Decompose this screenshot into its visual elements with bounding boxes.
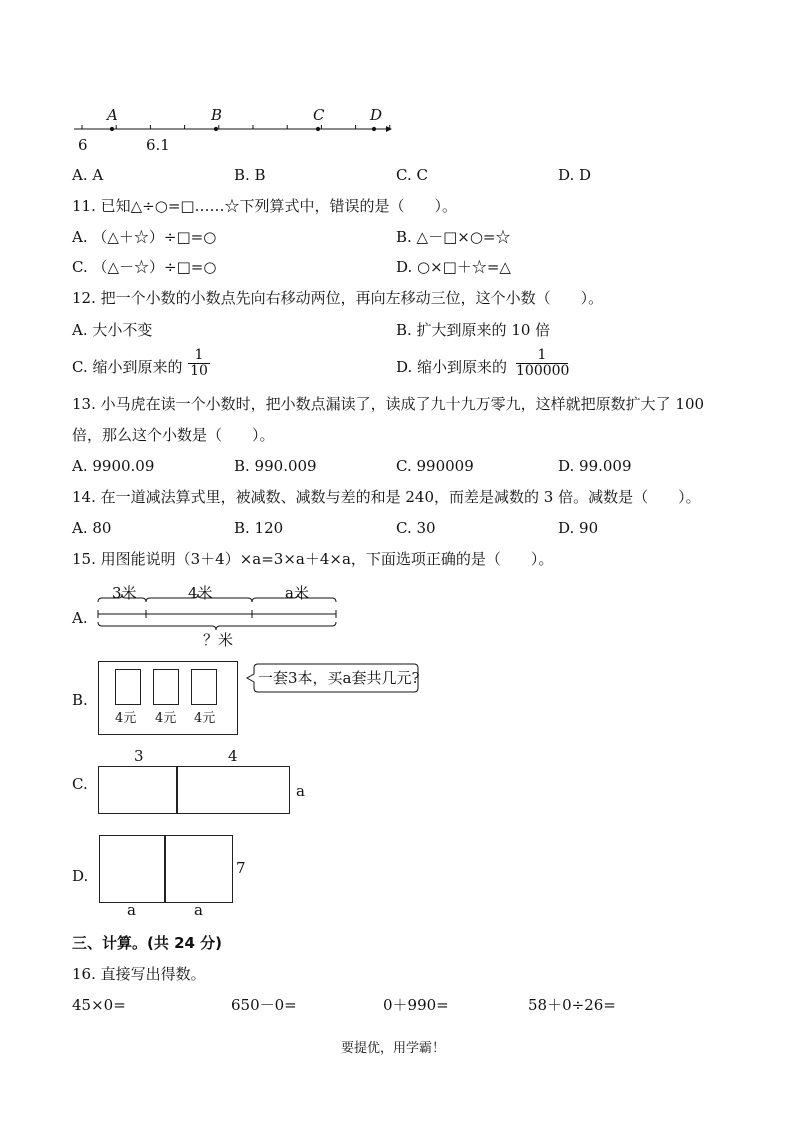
- q11-option-d[interactable]: D. ○×□＋☆=△: [396, 258, 511, 276]
- q13-option-d[interactable]: D. 99.009: [558, 457, 632, 475]
- point-label-a: A: [107, 106, 118, 124]
- figa-seg2-label: 4米: [188, 584, 213, 602]
- q15-option-c-label[interactable]: C.: [72, 775, 88, 793]
- q13-option-b[interactable]: B. 990.009: [234, 457, 317, 475]
- q16-item-3: 0＋990=: [383, 996, 449, 1014]
- q14-stem: 14. 在一道减法算式里，被减数、减数与差的和是 240，而差是减数的 3 倍。减数是（ ）。: [72, 488, 701, 506]
- q11-stem: 11. 已知△÷○=□……☆下列算式中，错误的是（ ）。: [72, 197, 458, 215]
- figc-top-label-2: 4: [228, 747, 238, 765]
- figc-side-label: a: [296, 782, 305, 800]
- figc-top-label-1: 3: [134, 747, 144, 765]
- q10-option-c[interactable]: C. C: [396, 166, 428, 184]
- q10-option-a[interactable]: A. A: [72, 166, 104, 184]
- figa-total-label: ？米: [203, 631, 234, 649]
- tick-label-6: 6: [78, 136, 88, 154]
- q14-option-c[interactable]: C. 30: [396, 519, 436, 537]
- figd-rect-right: [164, 835, 233, 903]
- number-line-point: [214, 127, 217, 130]
- fraction-numerator: 1: [194, 347, 204, 363]
- q13-stem-line2: 倍，那么这个小数是（ ）。: [72, 426, 275, 444]
- q10-option-d[interactable]: D. D: [558, 166, 592, 184]
- figb-price-2: 4元: [155, 711, 177, 726]
- number-line-point: [372, 127, 375, 130]
- figb-price-3: 4元: [194, 711, 216, 726]
- section-3-title: 三、计算。(共 24 分): [72, 934, 223, 952]
- figb-book-1: [115, 669, 141, 705]
- figc-rect-left: [98, 766, 178, 814]
- q13-option-c[interactable]: C. 990009: [396, 457, 474, 475]
- q12-option-c-fraction: [188, 348, 210, 379]
- figd-side-label: 7: [236, 859, 246, 877]
- figd-bottom-label-1: a: [127, 901, 136, 919]
- figc-rect-right: [176, 766, 290, 814]
- number-line-arrow: [386, 126, 392, 132]
- point-label-d: D: [370, 106, 383, 124]
- q10-option-b[interactable]: B. B: [234, 166, 266, 184]
- q14-option-b[interactable]: B. 120: [234, 519, 284, 537]
- tick-label-6-1: 6.1: [146, 136, 170, 154]
- figd-rect-left: [99, 835, 166, 903]
- fraction-denominator: 10: [188, 363, 210, 379]
- figb-bubble-text: 一套3本，买a套共几元?: [258, 669, 420, 687]
- figb-book-3: [191, 669, 217, 705]
- q15-option-a-label[interactable]: A.: [72, 609, 88, 627]
- number-line-figure: [68, 100, 408, 160]
- q12-option-b[interactable]: B. 扩大到原来的 10 倍: [396, 321, 551, 339]
- q16-stem: 16. 直接写出得数。: [72, 965, 206, 983]
- figd-bottom-label-2: a: [194, 901, 203, 919]
- q14-option-a[interactable]: A. 80: [72, 519, 112, 537]
- q15-stem: 15. 用图能说明（3＋4）×a=3×a＋4×a，下面选项正确的是（ ）。: [72, 550, 554, 568]
- point-label-b: B: [211, 106, 223, 124]
- figa-seg3-label: a米: [285, 584, 309, 602]
- q12-option-c[interactable]: C. 缩小到原来的: [72, 358, 183, 376]
- number-line-ticks: [82, 125, 390, 131]
- q11-option-a[interactable]: A. （△＋☆）÷□=○: [72, 228, 217, 246]
- fraction-numerator: 1: [537, 347, 547, 363]
- q15-option-b-label[interactable]: B.: [72, 691, 88, 709]
- q16-item-4: 58＋0÷26=: [528, 996, 616, 1014]
- q12-stem: 12. 把一个小数的小数点先向右移动两位，再向左移动三位，这个小数（ ）。: [72, 289, 604, 307]
- q15-option-d-label[interactable]: D.: [72, 867, 89, 885]
- q13-stem-line1: 13. 小马虎在读一个小数时，把小数点漏读了，读成了九十九万零九，这样就把原数扩大了 100: [72, 395, 705, 413]
- q14-option-d[interactable]: D. 90: [558, 519, 599, 537]
- point-label-c: C: [313, 106, 325, 124]
- q16-item-1: 45×0=: [72, 996, 126, 1014]
- q12-option-d[interactable]: D. 缩小到原来的: [396, 358, 508, 376]
- q12-option-a[interactable]: A. 大小不变: [72, 321, 153, 339]
- q11-option-b[interactable]: B. △－□×○=☆: [396, 228, 511, 246]
- figb-book-2: [153, 669, 179, 705]
- figb-price-1: 4元: [115, 711, 137, 726]
- number-line-point: [110, 127, 113, 130]
- q16-item-2: 650－0=: [231, 996, 297, 1014]
- q11-option-c[interactable]: C. （△－☆）÷□=○: [72, 258, 217, 276]
- q12-option-d-fraction: [516, 348, 568, 379]
- q13-option-a[interactable]: A. 9900.09: [72, 457, 155, 475]
- page-footer: 要提优，用学霸！: [341, 1041, 446, 1056]
- number-line-point: [316, 127, 319, 130]
- figa-seg1-label: 3米: [112, 584, 137, 602]
- fraction-denominator: 100000: [516, 363, 570, 379]
